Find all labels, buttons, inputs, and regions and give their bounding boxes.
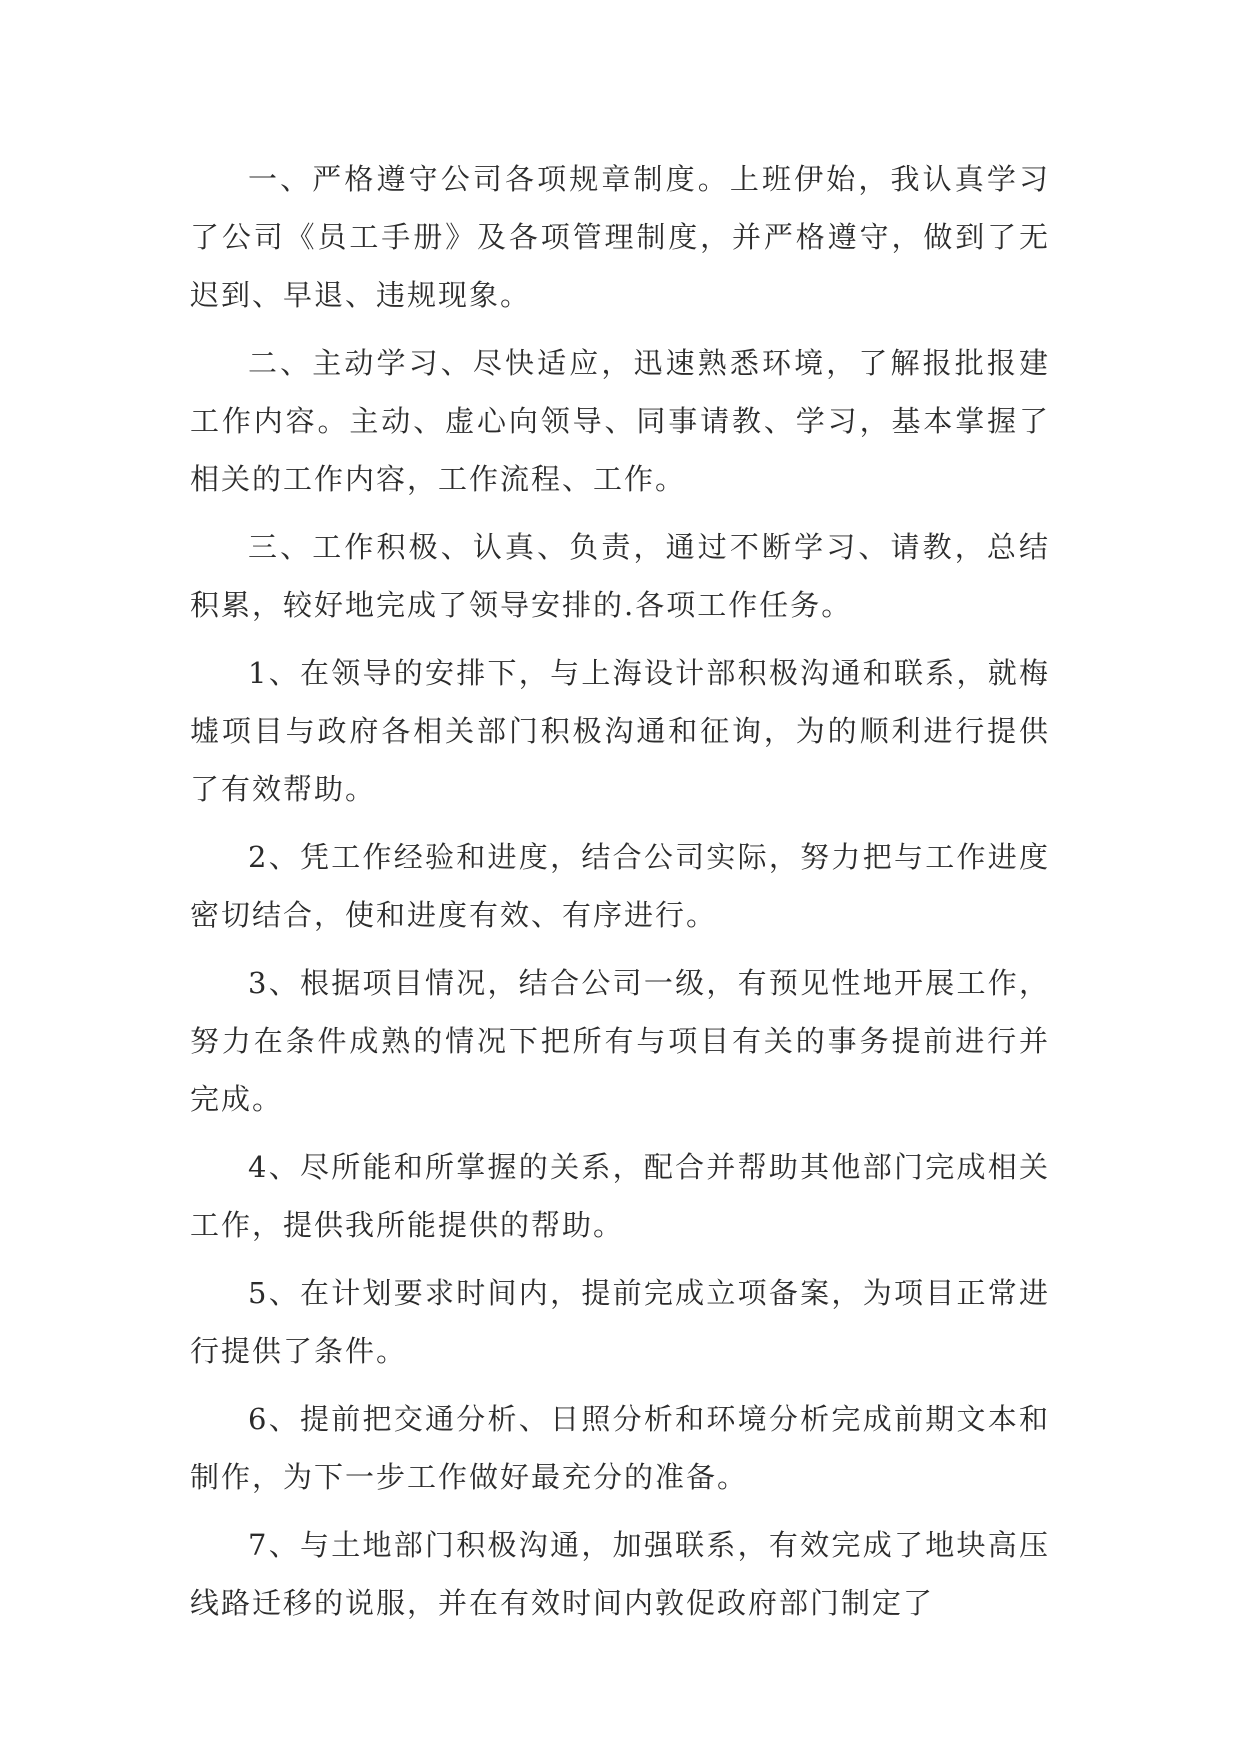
paragraph-item-3: 3、根据项目情况，结合公司一级，有预见性地开展工作，努力在条件成熟的情况下把所有与项目有关的事务提前进行并完成。 xyxy=(190,966,1050,1116)
paragraph-item-2: 2、凭工作经验和进度，结合公司实际，努力把与工作进度密切结合，使和进度有效、有序进行。 xyxy=(190,840,1050,932)
paragraph-rules: 一、严格遵守公司各项规章制度。上班伊始，我认真学习了公司《员工手册》及各项管理制度，并严格遵守，做到了无迟到、早退、违规现象。 xyxy=(190,162,1050,312)
paragraph-learning: 二、主动学习、尽快适应，迅速熟悉环境，了解报批报建工作内容。主动、虚心向领导、同事请教、学习，基本掌握了相关的工作内容，工作流程、工作。 xyxy=(190,346,1050,496)
paragraph-work-attitude: 三、工作积极、认真、负责，通过不断学习、请教，总结积累，较好地完成了领导安排的.各项工作任务。 xyxy=(190,530,1050,622)
document-body xyxy=(190,150,1050,1642)
paragraph-item-1: 1、在领导的安排下，与上海设计部积极沟通和联系，就梅墟项目与政府各相关部门积极沟通和征询，为的顺利进行提供了有效帮助。 xyxy=(190,656,1050,806)
paragraph-item-5: 5、在计划要求时间内，提前完成立项备案，为项目正常进行提供了条件。 xyxy=(190,1276,1050,1368)
paragraph-item-4: 4、尽所能和所掌握的关系，配合并帮助其他部门完成相关工作，提供我所能提供的帮助。 xyxy=(190,1150,1050,1242)
paragraph-item-7: 7、与土地部门积极沟通，加强联系，有效完成了地块高压线路迁移的说服，并在有效时间内敦促政府部门制定了 xyxy=(190,1528,1050,1620)
paragraph-item-6: 6、提前把交通分析、日照分析和环境分析完成前期文本和制作，为下一步工作做好最充分的准备。 xyxy=(190,1402,1050,1494)
